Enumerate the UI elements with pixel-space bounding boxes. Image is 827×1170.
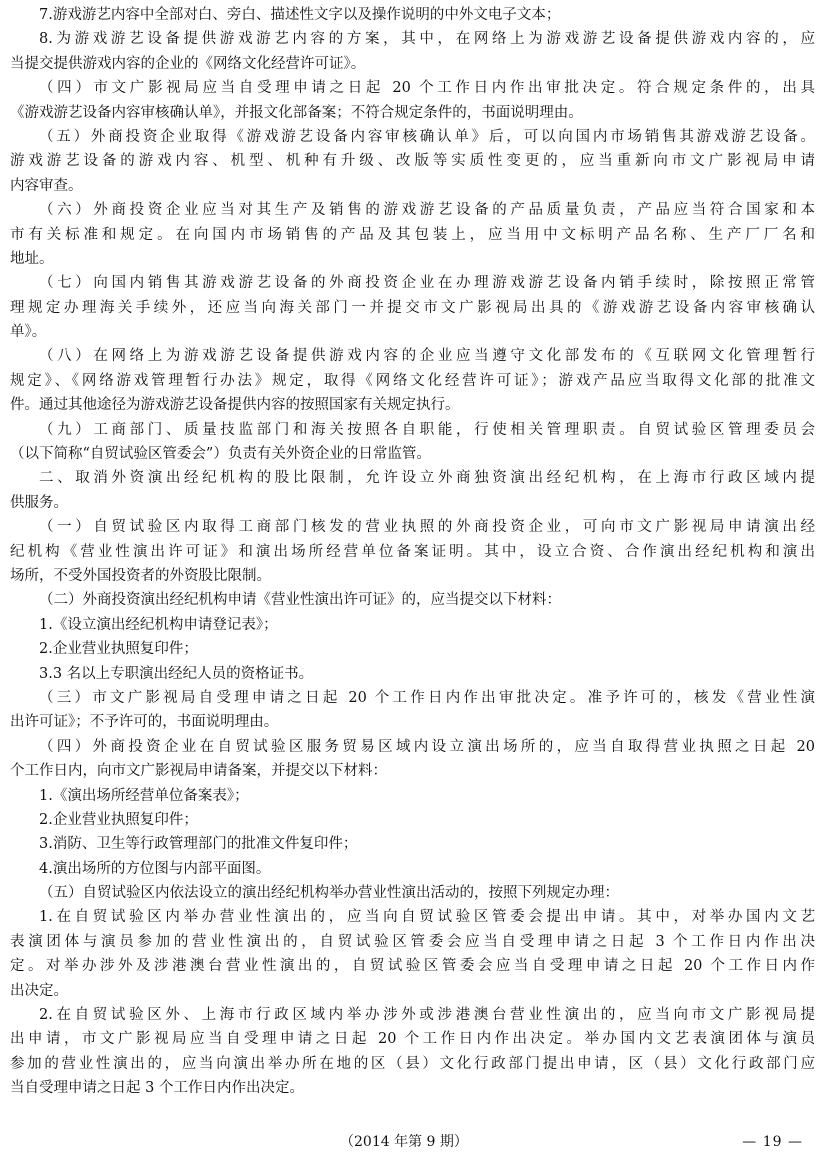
text-line: 纪机构《营业性演出许可证》和演出场所经营单位备案证明。其中，设立合资、合作演出经纪机构和演出 <box>10 543 815 560</box>
text-line: （八）在网络上为游戏游艺设备提供游戏内容的企业应当遵守文化部发布的《互联网文化管理暂行 <box>39 348 815 365</box>
text-line: 出许可证》；不予许可的，书面说明理由。 <box>10 714 279 731</box>
page-number: — 19 — <box>742 1134 803 1150</box>
text-line: 2.企业营业执照复印件； <box>39 641 198 658</box>
body-text <box>10 3 815 1101</box>
text-line: 游戏游艺设备的游戏内容、机型、机种有升级、改版等实质性变更的，应当重新向市文广影视局申请 <box>10 153 815 170</box>
text-line: 出决定。 <box>10 982 68 999</box>
text-line: 市有关标准和规定。在向国内市场销售的产品及其包装上，应当用中文标明产品名称、生产厂厂名和 <box>10 226 815 243</box>
text-line: （以下简称“自贸试验区管委会”）负责有关外资企业的日常监管。 <box>10 446 431 463</box>
page-footer <box>0 1130 827 1154</box>
text-line: 场所，不受外国投资者的外资股比限制。 <box>10 567 271 584</box>
text-line: 理规定办理海关手续外，还应当向海关部门一并提交市文广影视局出具的《游戏游艺设备内容审核确认 <box>10 299 815 316</box>
text-line: 7.游戏游艺内容中全部对白、旁白、描述性文字以及操作说明的中外文电子文本； <box>39 7 561 23</box>
issue-label: （2014 年第 9 期） <box>340 1134 468 1150</box>
text-line: （四）外商投资企业在自贸试验区服务贸易区域内设立演出场所的，应当自取得营业执照之日起 20 <box>39 738 815 755</box>
text-line: 4.演出场所的方位图与内部平面图。 <box>39 860 271 877</box>
text-line: 出申请，市文广影视局应当自受理申请之日起 20 个工作日内作出决定。举办国内文艺表演团体与演员 <box>10 1031 815 1048</box>
text-line: 当提交提供游戏内容的企业的《网络文化经营许可证》。 <box>10 55 366 72</box>
text-line: 《游戏游艺设备内容审核确认单》，并报文化部备案；不符合规定条件的，书面说明理由。 <box>10 104 583 121</box>
text-line: 2.在自贸试验区外、上海市行政区域内举办涉外或涉港澳台营业性演出的，应当向市文广影视局提 <box>39 1007 815 1024</box>
text-line: 当自受理申请之日起 3 个工作日内作出决定。 <box>10 1080 304 1097</box>
text-line: 单》。 <box>10 324 47 341</box>
text-line: （四）市文广影视局应当自受理申请之日起 20 个工作日内作出审批决定。符合规定条件的，出具 <box>39 80 815 97</box>
text-line: （一）自贸试验区内取得工商部门核发的营业执照的外商投资企业，可向市文广影视局申请演出经 <box>39 519 815 536</box>
text-line: 件。通过其他途径为游戏游艺设备提供内容的按照国家有关规定执行。 <box>10 397 460 414</box>
text-line: 供服务。 <box>10 494 68 511</box>
text-line: （七）向国内销售其游戏游艺设备的外商投资企业在办理游戏游艺设备内销手续时，除按照正常管 <box>39 275 815 292</box>
text-line: 3.3 名以上专职演出经纪人员的资格证书。 <box>39 665 314 682</box>
text-line: （二）外商投资演出经纪机构申请《营业性演出许可证》的，应当提交以下材料： <box>39 592 561 609</box>
text-line: 二、取消外资演出经纪机构的股比限制，允许设立外商独资演出经纪机构，在上海市行政区域内提 <box>39 470 815 487</box>
text-line: 定。对举办涉外及涉港澳台营业性演出的，自贸试验区管委会应当自受理申请之日起 20 个工作日内作 <box>10 958 815 975</box>
text-line: （五）外商投资企业取得《游戏游艺设备内容审核确认单》后，可以向国内市场销售其游戏游艺设备。 <box>39 128 815 145</box>
text-line: 个工作日内，向市文广影视局申请备案，并提交以下材料： <box>10 763 387 780</box>
text-line: 1.《设立演出经纪机构申请登记表》； <box>39 616 278 633</box>
text-line: 3.消防、卫生等行政管理部门的批准文件复印件； <box>39 836 358 853</box>
text-line: （九）工商部门、质量技监部门和海关按照各自职能，行使相关管理职责。自贸试验区管理委员会 <box>39 421 815 438</box>
text-line: 8.为游戏游艺设备提供游戏游艺内容的方案，其中，在网络上为游戏游艺设备提供游戏内容的，应 <box>39 31 815 48</box>
text-line: 地址。 <box>10 250 54 267</box>
text-line: （五）自贸试验区内依法设立的演出经纪机构举办营业性演出活动的，按照下列规定办理： <box>39 885 619 902</box>
text-line: 1.《演出场所经营单位备案表》； <box>39 787 249 804</box>
text-line: 2.企业营业执照复印件； <box>39 811 198 828</box>
text-line: 1.在自贸试验区内举办营业性演出的，应当向自贸试验区管委会提出申请。其中，对举办国内文艺 <box>39 909 815 926</box>
text-line: 表演团体与演员参加的营业性演出的，自贸试验区管委会应当自受理申请之日起 3 个工作日内作出决 <box>10 933 815 950</box>
text-line: （六）外商投资企业应当对其生产及销售的游戏游艺设备的产品质量负责，产品应当符合国家和本 <box>39 202 815 219</box>
text-line: 参加的营业性演出的，应当向演出举办所在地的区（县）文化行政部门提出申请，区（县）文化行政部门应 <box>10 1055 815 1072</box>
text-line: 内容审查。 <box>10 177 83 194</box>
text-line: （三）市文广影视局自受理申请之日起 20 个工作日内作出审批决定。准予许可的，核发《营业性演 <box>39 689 815 706</box>
text-line: 规定》、《网络游戏管理暂行办法》规定，取得《网络文化经营许可证》；游戏产品应当取得文化部的批准文 <box>10 372 815 389</box>
